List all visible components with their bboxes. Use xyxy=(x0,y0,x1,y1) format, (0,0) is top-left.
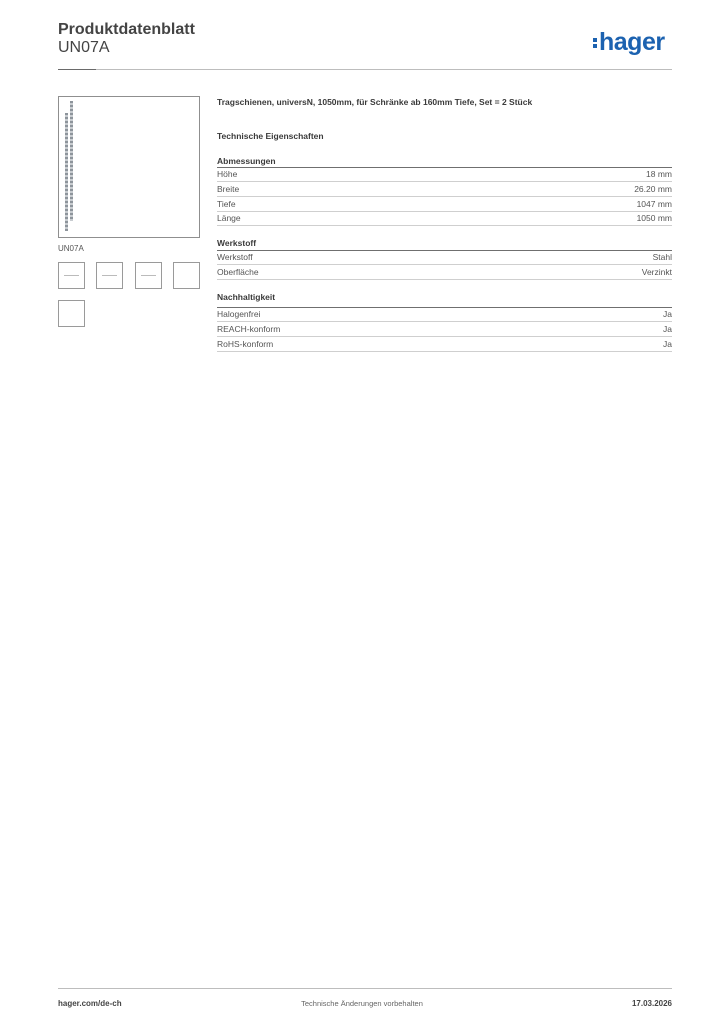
thumbnail[interactable] xyxy=(173,262,200,289)
footer-disclaimer: Technische Änderungen vorbehalten xyxy=(301,999,423,1008)
spec-group-title: Abmessungen xyxy=(217,156,276,166)
spec-key: Oberfläche xyxy=(217,267,259,277)
footer-website-link[interactable]: hager.com/de-ch xyxy=(58,999,122,1008)
spec-value: Ja xyxy=(663,324,672,334)
spec-row xyxy=(217,251,672,265)
hager-logo[interactable] xyxy=(593,29,665,57)
spec-group-title: Nachhaltigkeit xyxy=(217,292,276,302)
spec-key: REACH-konform xyxy=(217,324,281,334)
thumbnail[interactable] xyxy=(96,262,123,289)
spec-key: Breite xyxy=(217,184,240,194)
spec-row xyxy=(217,212,672,226)
logo-text: hager xyxy=(599,28,665,56)
spec-row xyxy=(217,168,672,182)
page-title: Produktdatenblatt xyxy=(58,21,195,38)
spec-value: 18 mm xyxy=(646,169,672,179)
spec-value: Ja xyxy=(663,309,672,319)
spec-row xyxy=(217,308,672,322)
product-code: UN07A xyxy=(58,39,110,56)
spec-value: 1050 mm xyxy=(636,213,672,223)
thumbnail[interactable] xyxy=(58,262,85,289)
spec-key: Höhe xyxy=(217,169,238,179)
product-image[interactable] xyxy=(58,96,200,238)
spec-value: 26.20 mm xyxy=(634,184,672,194)
product-image-label: UN07A xyxy=(58,244,84,253)
spec-row xyxy=(217,338,672,352)
spec-key: Halogenfrei xyxy=(217,309,261,319)
spec-value: 1047 mm xyxy=(636,199,672,209)
specs-title: Technische Eigenschaften xyxy=(217,131,324,141)
spec-value: Ja xyxy=(663,339,672,349)
thumbnail[interactable] xyxy=(58,300,85,327)
spec-key: Länge xyxy=(217,213,241,223)
header-divider xyxy=(58,69,672,70)
rail-image-part xyxy=(65,113,68,231)
spec-row xyxy=(217,266,672,280)
spec-row xyxy=(217,183,672,197)
product-description: Tragschienen, universN, 1050mm, für Schränke ab 160mm Tiefe, Set = 2 Stück xyxy=(217,97,533,107)
rail-image-part xyxy=(70,101,73,221)
footer-divider xyxy=(58,988,672,989)
spec-group-title: Werkstoff xyxy=(217,238,257,248)
spec-key: RoHS-konform xyxy=(217,339,274,349)
spec-value: Stahl xyxy=(652,252,672,262)
spec-key: Tiefe xyxy=(217,199,236,209)
spec-value: Verzinkt xyxy=(641,267,672,277)
spec-row xyxy=(217,198,672,212)
footer-date: 17.03.2026 xyxy=(631,999,672,1008)
header-divider-accent xyxy=(58,69,96,70)
spec-key: Werkstoff xyxy=(217,252,253,262)
thumbnail[interactable] xyxy=(135,262,162,289)
spec-row xyxy=(217,323,672,337)
logo-colon-icon xyxy=(593,37,597,49)
